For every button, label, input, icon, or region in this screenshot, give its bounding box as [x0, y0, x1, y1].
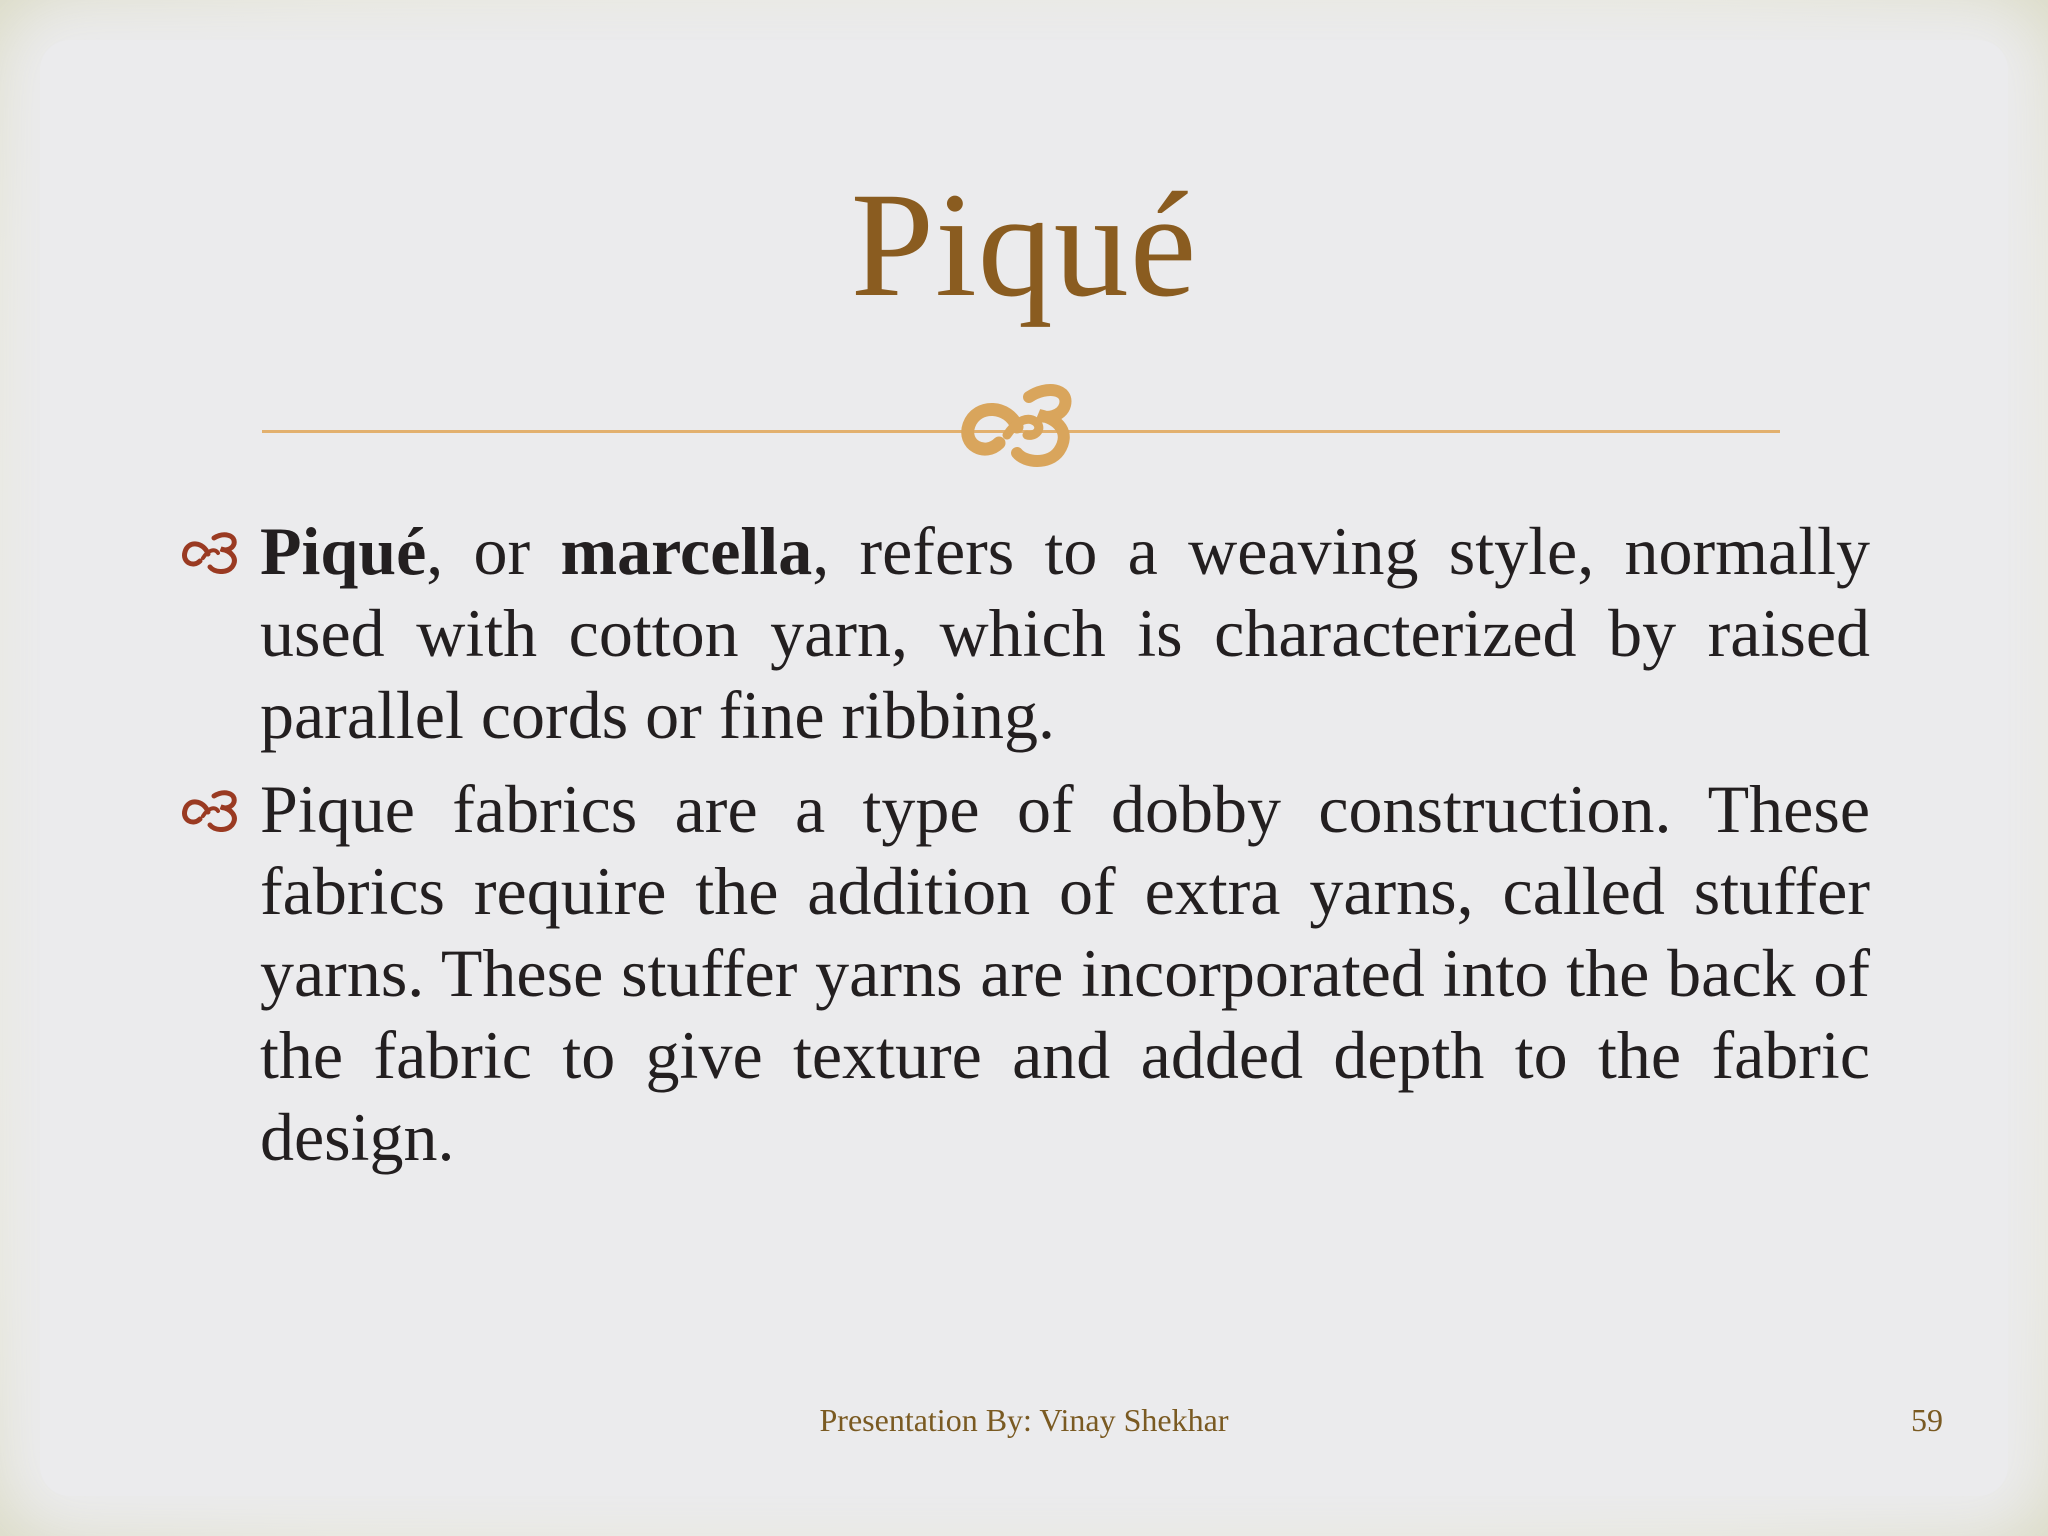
text-fragment: , refers to a weaving style, normally used with cotton yarn, which is characterized by raised parallel cords or fine ribbing.: [260, 513, 1870, 753]
bullet-item: [178, 768, 1870, 1178]
slide-title: Piqué: [850, 162, 1198, 328]
bullet-flourish-icon: [178, 786, 244, 832]
footer-presenter: Presentation By: Vinay Shekhar: [819, 1402, 1229, 1438]
term-marcella: marcella: [560, 513, 813, 589]
page-number: 59: [1911, 1402, 1943, 1438]
bullet-item: [178, 510, 1870, 756]
ornament-flourish-icon: [947, 375, 1097, 475]
bullet-text: Pique fabrics are a type of dobby construction. These fabrics require the addition of extra yarns, called stuffer yarns. These stuffer yarns are incorporated into the back of the fabric to give texture and added depth to the fabric design.: [260, 771, 1870, 1175]
term-pique: Piqué: [260, 513, 427, 589]
bullet-flourish-icon: [178, 528, 244, 574]
text-fragment: , or: [426, 513, 561, 589]
bullet-list: [178, 510, 1870, 1190]
